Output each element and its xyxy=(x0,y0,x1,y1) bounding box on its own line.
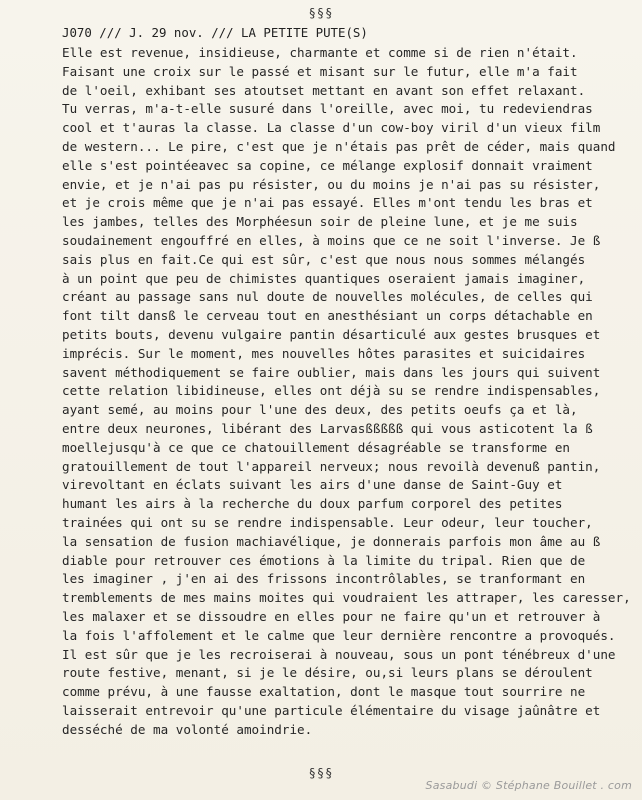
text-line: ayant semé, au moins pour l'une des deux, des petits oeufs ça et là, xyxy=(62,402,578,418)
text-line: gratouillement de tout l'appareil nerveux; nous revoilà devenuß pantin, xyxy=(62,458,601,474)
text-line: de l'oeil, exhibant ses atoutset mettant en avant son effet relaxant. xyxy=(62,82,586,98)
text-line: diable pour retrouver ces émotions à la limite du tripal. Rien que de xyxy=(62,552,586,568)
section-mark-top: §§§ xyxy=(308,6,334,20)
text-line: la sensation de fusion machiavélique, je donnerais parfois mon âme au ß xyxy=(62,533,601,549)
text-line: humant les airs à la recherche du doux parfum corporel des petites xyxy=(62,496,563,512)
text-line: la fois l'affolement et le calme que leur dernière rencontre a provoqués. xyxy=(62,627,616,643)
text-line: entre deux neurones, libérant des Larvasßßßßß qui vous asticotent la ß xyxy=(62,420,593,436)
text-line: les jambes, telles des Morphéesun soir de pleine lune, et je me suis xyxy=(62,214,578,230)
text-line: desséché de ma volonté amoindrie. xyxy=(62,721,313,737)
text-line: envie, et je n'ai pas pu résister, ou du moins je n'ai pas su résister, xyxy=(62,176,601,192)
text-line: Tu verras, m'a-t-elle susuré dans l'oreille, avec moi, tu redeviendras xyxy=(62,101,593,117)
text-line: route festive, menant, si je le désire, ou,si leurs plans se déroulent xyxy=(62,665,593,681)
text-line: petits bouts, devenu vulgaire pantin désarticulé aux gestes brusques et xyxy=(62,326,601,342)
entry-header: J070 /// J. 29 nov. /// LA PETITE PUTE(S) xyxy=(62,25,368,40)
text-line: font tilt dansß le cerveau tout en anesthésiant un corps détachable en xyxy=(62,308,593,324)
text-line: savent méthodiquement se faire oublier, mais dans les jours qui suivent xyxy=(62,364,601,380)
text-line: imprécis. Sur le moment, mes nouvelles hôtes parasites et suicidaires xyxy=(62,345,586,361)
text-line: sais plus en fait.Ce qui est sûr, c'est que nous nous sommes mélangés xyxy=(62,251,586,267)
section-mark-bottom: §§§ xyxy=(308,766,334,780)
text-line: cette relation libidineuse, elles ont déjà su se rendre indispensables, xyxy=(62,383,601,399)
text-line: Il est sûr que je les recroiserai à nouveau, sous un pont ténébreux d'une xyxy=(62,646,616,662)
text-line: les malaxer et se dissoudre en elles pour ne faire qu'un et retrouver à xyxy=(62,608,601,624)
watermark: Sasabudi © Stéphane Bouillet . com xyxy=(425,779,632,792)
text-line: trainées qui ont su se rendre indispensable. Leur odeur, leur toucher, xyxy=(62,514,593,530)
text-line: de western... Le pire, c'est que je n'étais pas prêt de céder, mais quand xyxy=(62,138,616,154)
text-line: laisserait entrevoir qu'une particule élémentaire du visage jaûnâtre et xyxy=(62,702,601,718)
text-line: les imaginer , j'en ai des frissons incontrôlables, se tranformant en xyxy=(62,571,586,587)
text-line: virevoltant en éclats suivant les airs d'une danse de Saint-Guy et xyxy=(62,477,563,493)
text-line: cool et t'auras la classe. La classe d'un cow-boy viril d'un vieux film xyxy=(62,120,601,136)
text-line: Elle est revenue, insidieuse, charmante et comme si de rien n'était. xyxy=(62,45,578,60)
text-body xyxy=(62,44,642,739)
text-line: Faisant une croix sur le passé et misant sur le futur, elle m'a fait xyxy=(62,63,578,79)
text-line: moellejusqu'à ce que ce chatouillement désagréable se transforme en xyxy=(62,439,570,455)
text-line: et je crois même que je n'ai pas essayé. Elles m'ont tendu les bras et xyxy=(62,195,593,211)
text-line: à un point que peu de chimistes quantiques oseraient jamais imaginer, xyxy=(62,270,586,286)
text-line: soudainement engouffré en elles, à moins que ce ne soit l'inverse. Je ß xyxy=(62,232,601,248)
text-line: comme prévu, à une fausse exaltation, dont le masque tout sourrire ne xyxy=(62,684,586,700)
text-line: elle s'est pointéeavec sa copine, ce mélange explosif donnait vraiment xyxy=(62,157,593,173)
text-line: tremblements de mes mains moites qui voudraient les attraper, les caresser, xyxy=(62,590,631,606)
text-line: créant au passage sans nul doute de nouvelles molécules, de celles qui xyxy=(62,289,593,305)
